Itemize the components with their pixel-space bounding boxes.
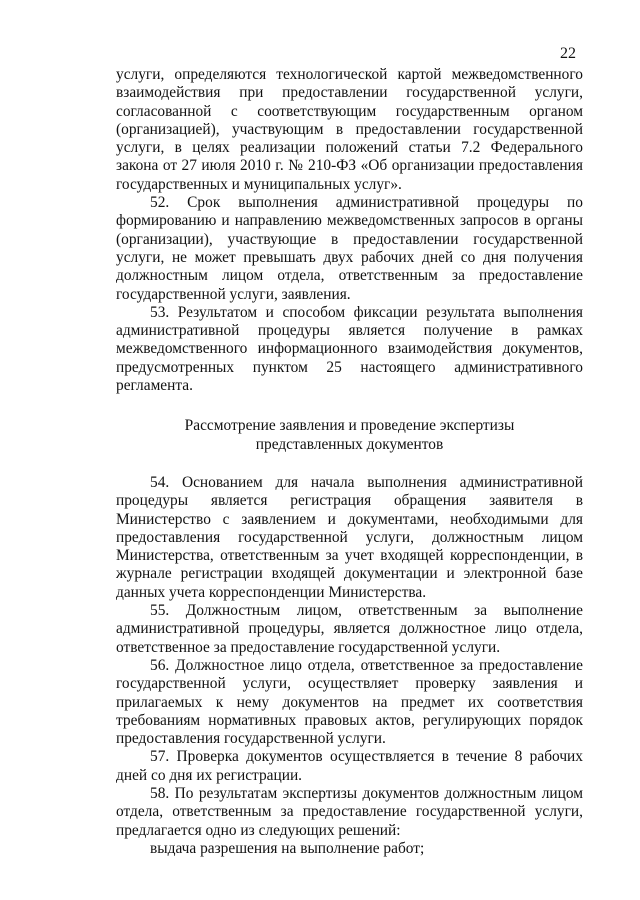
spacer <box>116 454 583 474</box>
paragraph-55: 55. Должностным лицом, ответственным за выполнение административной процедуры, является должностное лицо отдела, ответственное за предоставление государственной услуги. <box>116 602 583 656</box>
paragraph-58: 58. По результатам экспертизы документов должностным лицом отдела, ответственным за предоставление государственной услуги, предлагается одно из следующих решений: <box>116 784 583 839</box>
paragraph-52: 52. Срок выполнения административной процедуры по формированию и направлению межведомственных запросов в органы (организации), участвующие в предоставлении государственной услуги, не может превышать двух рабочих дней со дня получения должностным лицом отдела, ответственным за предоставление государственной услуги, заявления. <box>116 194 583 303</box>
paragraph-53: 53. Результатом и способом фиксации результата выполнения административной процедуры является получение в рамках межведомственного информационного взаимодействия документов, предусмотренных пунктом 25 настоящего административного регламента. <box>116 303 583 395</box>
paragraph-56: 56. Должностное лицо отдела, ответственное за предоставление государственной услуги, осуществляет проверку заявления и прилагаемых к нему документов на предмет их соответствия требованиям нормативных правовых актов, регулирующих порядок предоставления государственной услуги. <box>116 656 583 748</box>
paragraph-57: 57. Проверка документов осуществляется в течение 8 рабочих дней со дня их регистрации. <box>116 748 583 784</box>
list-item-decision: выдача разрешения на выполнение работ; <box>150 839 425 857</box>
paragraph-continuation: услуги, определяются технологической картой межведомственного взаимодействия при предоставлении государственной услуги, согласованной с соответствующим государственным органом (организацией), участвующим в предоставлении государственной услуги, в целях реализации положений статьи 7.2 Федерального закона от 27 июля 2010 г. № 210-ФЗ «Об организации предоставления государственных и муниципальных услуг». <box>116 66 583 193</box>
document-body <box>116 66 583 858</box>
spacer <box>116 395 583 417</box>
section-heading: Рассмотрение заявления и проведение экспертизы представленных документов <box>184 417 515 453</box>
paragraph-54: 54. Основанием для начала выполнения административной процедуры является регистрация обращения заявителя в Министерство с заявлением и документами, необходимыми для предоставления государственной услуги, должностным лицом Министерства, ответственным за учет входящей корреспонденции, в журнале регистрации входящей документации и электронной базе данных учета корреспонденции Министерства. <box>116 473 583 601</box>
page-number: 22 <box>560 45 576 62</box>
